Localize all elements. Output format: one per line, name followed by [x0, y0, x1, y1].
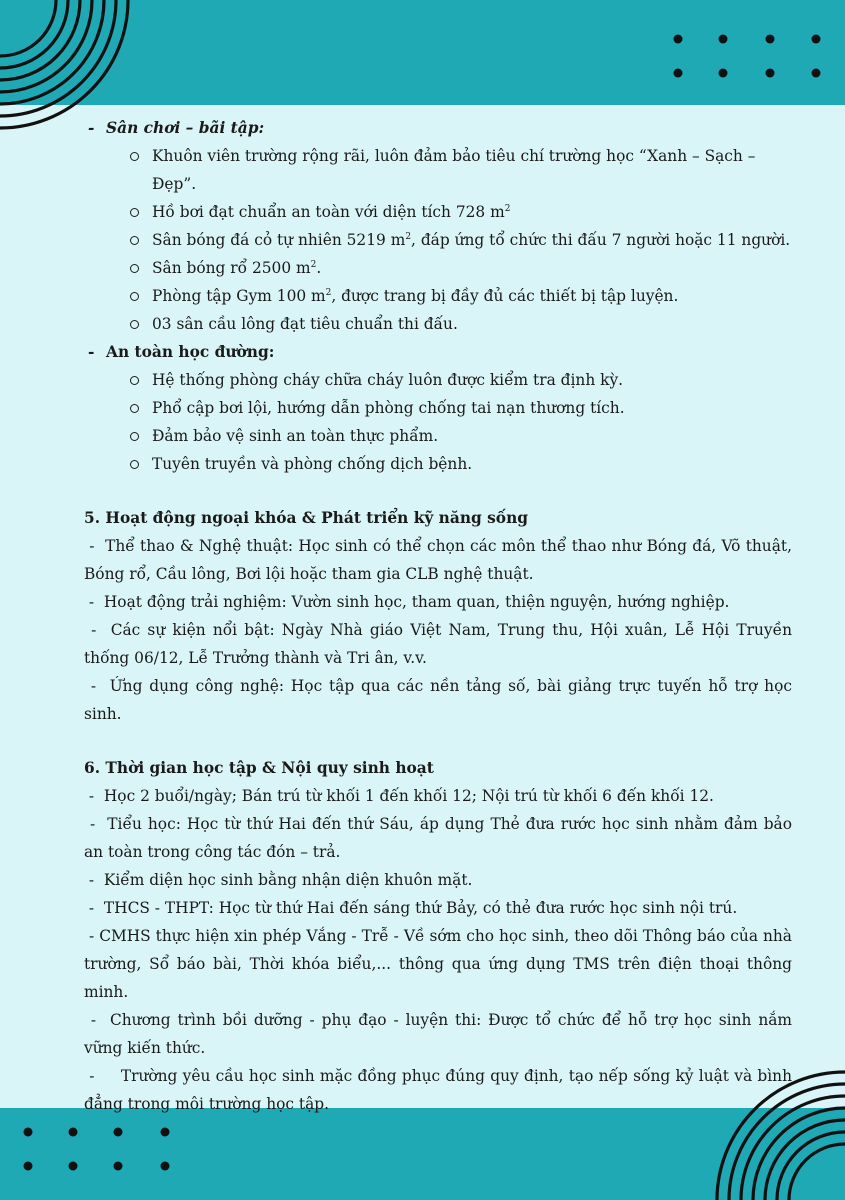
dash-bullet: -: [88, 119, 95, 137]
list-item: - Học 2 buổi/ngày; Bán trú từ khối 1 đến khối 12; Nội trú từ khối 6 đến khối 12.: [84, 787, 714, 805]
list-item: - Chương trình bồi dưỡng - phụ đạo - luyện thi: Được tổ chức để hỗ trợ học sinh nắm vững kiến thức.: [84, 1011, 792, 1057]
list-item: Phổ cập bơi lội, hướng dẫn phòng chống tai nạn thương tích.: [126, 394, 792, 422]
list-item: Hệ thống phòng cháy chữa cháy luôn được kiểm tra định kỳ.: [126, 366, 792, 394]
facilities-list: [84, 142, 792, 338]
list-item: - Thể thao & Nghệ thuật: Học sinh có thể chọn các môn thể thao như Bóng đá, Võ thuật, Bóng rổ, Cầu lông, Bơi lội hoặc tham gia CLB nghệ thuật.: [84, 537, 792, 583]
list-item: 03 sân cầu lông đạt tiêu chuẩn thi đấu.: [126, 310, 792, 338]
list-item: Sân bóng rổ 2500 $m^2$.: [126, 254, 792, 282]
list-item: Đảm bảo vệ sinh an toàn thực phẩm.: [126, 422, 792, 450]
superscript: 2: [325, 287, 332, 298]
list-item: - CMHS thực hiện xin phép Vắng - Trễ - Về sớm cho học sinh, theo dõi Thông báo của nhà trường, Sổ báo bài, Thời khóa biểu,... thông qua ứng dụng TMS trên điện thoại thông minh.: [84, 927, 792, 1001]
safety-list: [84, 366, 792, 478]
list-item: Phòng tập Gym 100 $m^2$, được trang bị đầy đủ các thiết bị tập luyện.: [126, 282, 792, 310]
list-item: - THCS - THPT: Học từ thứ Hai đến sáng thứ Bảy, có thẻ đưa rước học sinh nội trú.: [84, 899, 738, 917]
list-item: - Kiểm diện học sinh bằng nhận diện khuôn mặt.: [84, 871, 473, 889]
list-item: Khuôn viên trường rộng rãi, luôn đảm bảo tiêu chí trường học “Xanh – Sạch – Đẹp”.: [126, 142, 792, 198]
list-item: - Tiểu học: Học từ thứ Hai đến thứ Sáu, áp dụng Thẻ đưa rước học sinh nhằm đảm bảo an toàn trong công tác đón – trả.: [84, 815, 792, 861]
superscript: 2: [504, 203, 511, 214]
dot-grid-bottom-left-icon: [10, 1118, 190, 1180]
list-item: Tuyên truyền và phòng chống dịch bệnh.: [126, 450, 792, 478]
superscript: 2: [405, 231, 412, 242]
list-item: Sân bóng đá cỏ tự nhiên 5219 $m^2$, đáp ứng tổ chức thi đấu 7 người hoặc 11 người.: [126, 226, 792, 254]
safety-heading: - An toàn học đường:: [84, 338, 792, 366]
list-item: - Ứng dụng công nghệ: Học tập qua các nền tảng số, bài giảng trực tuyến hỗ trợ học sinh.: [84, 677, 792, 723]
list-item: Hồ bơi đạt chuẩn an toàn với diện tích 728 $m^2$: [126, 198, 792, 226]
facilities-heading: - Sân chơi – bãi tập:: [84, 114, 792, 142]
section-6-title: 6. Thời gian học tập & Nội quy sinh hoạt: [84, 759, 434, 777]
list-item: - Trường yêu cầu học sinh mặc đồng phục đúng quy định, tạo nếp sống kỷ luật và bình đẳng trong môi trường học tập.: [84, 1067, 792, 1113]
dash-bullet: -: [88, 343, 95, 361]
superscript: 2: [310, 259, 317, 270]
document-body: [84, 114, 792, 1118]
section-5-title: 5. Hoạt động ngoại khóa & Phát triển kỹ năng sống: [84, 509, 529, 527]
list-item: - Các sự kiện nổi bật: Ngày Nhà giáo Việt Nam, Trung thu, Hội xuân, Lễ Hội Truyền thống 06/12, Lễ Trưởng thành và Tri ân, v.v.: [84, 621, 792, 667]
list-item: - Hoạt động trải nghiệm: Vườn sinh học, tham quan, thiện nguyện, hướng nghiệp.: [84, 593, 730, 611]
dot-grid-top-right-icon: [660, 25, 840, 85]
